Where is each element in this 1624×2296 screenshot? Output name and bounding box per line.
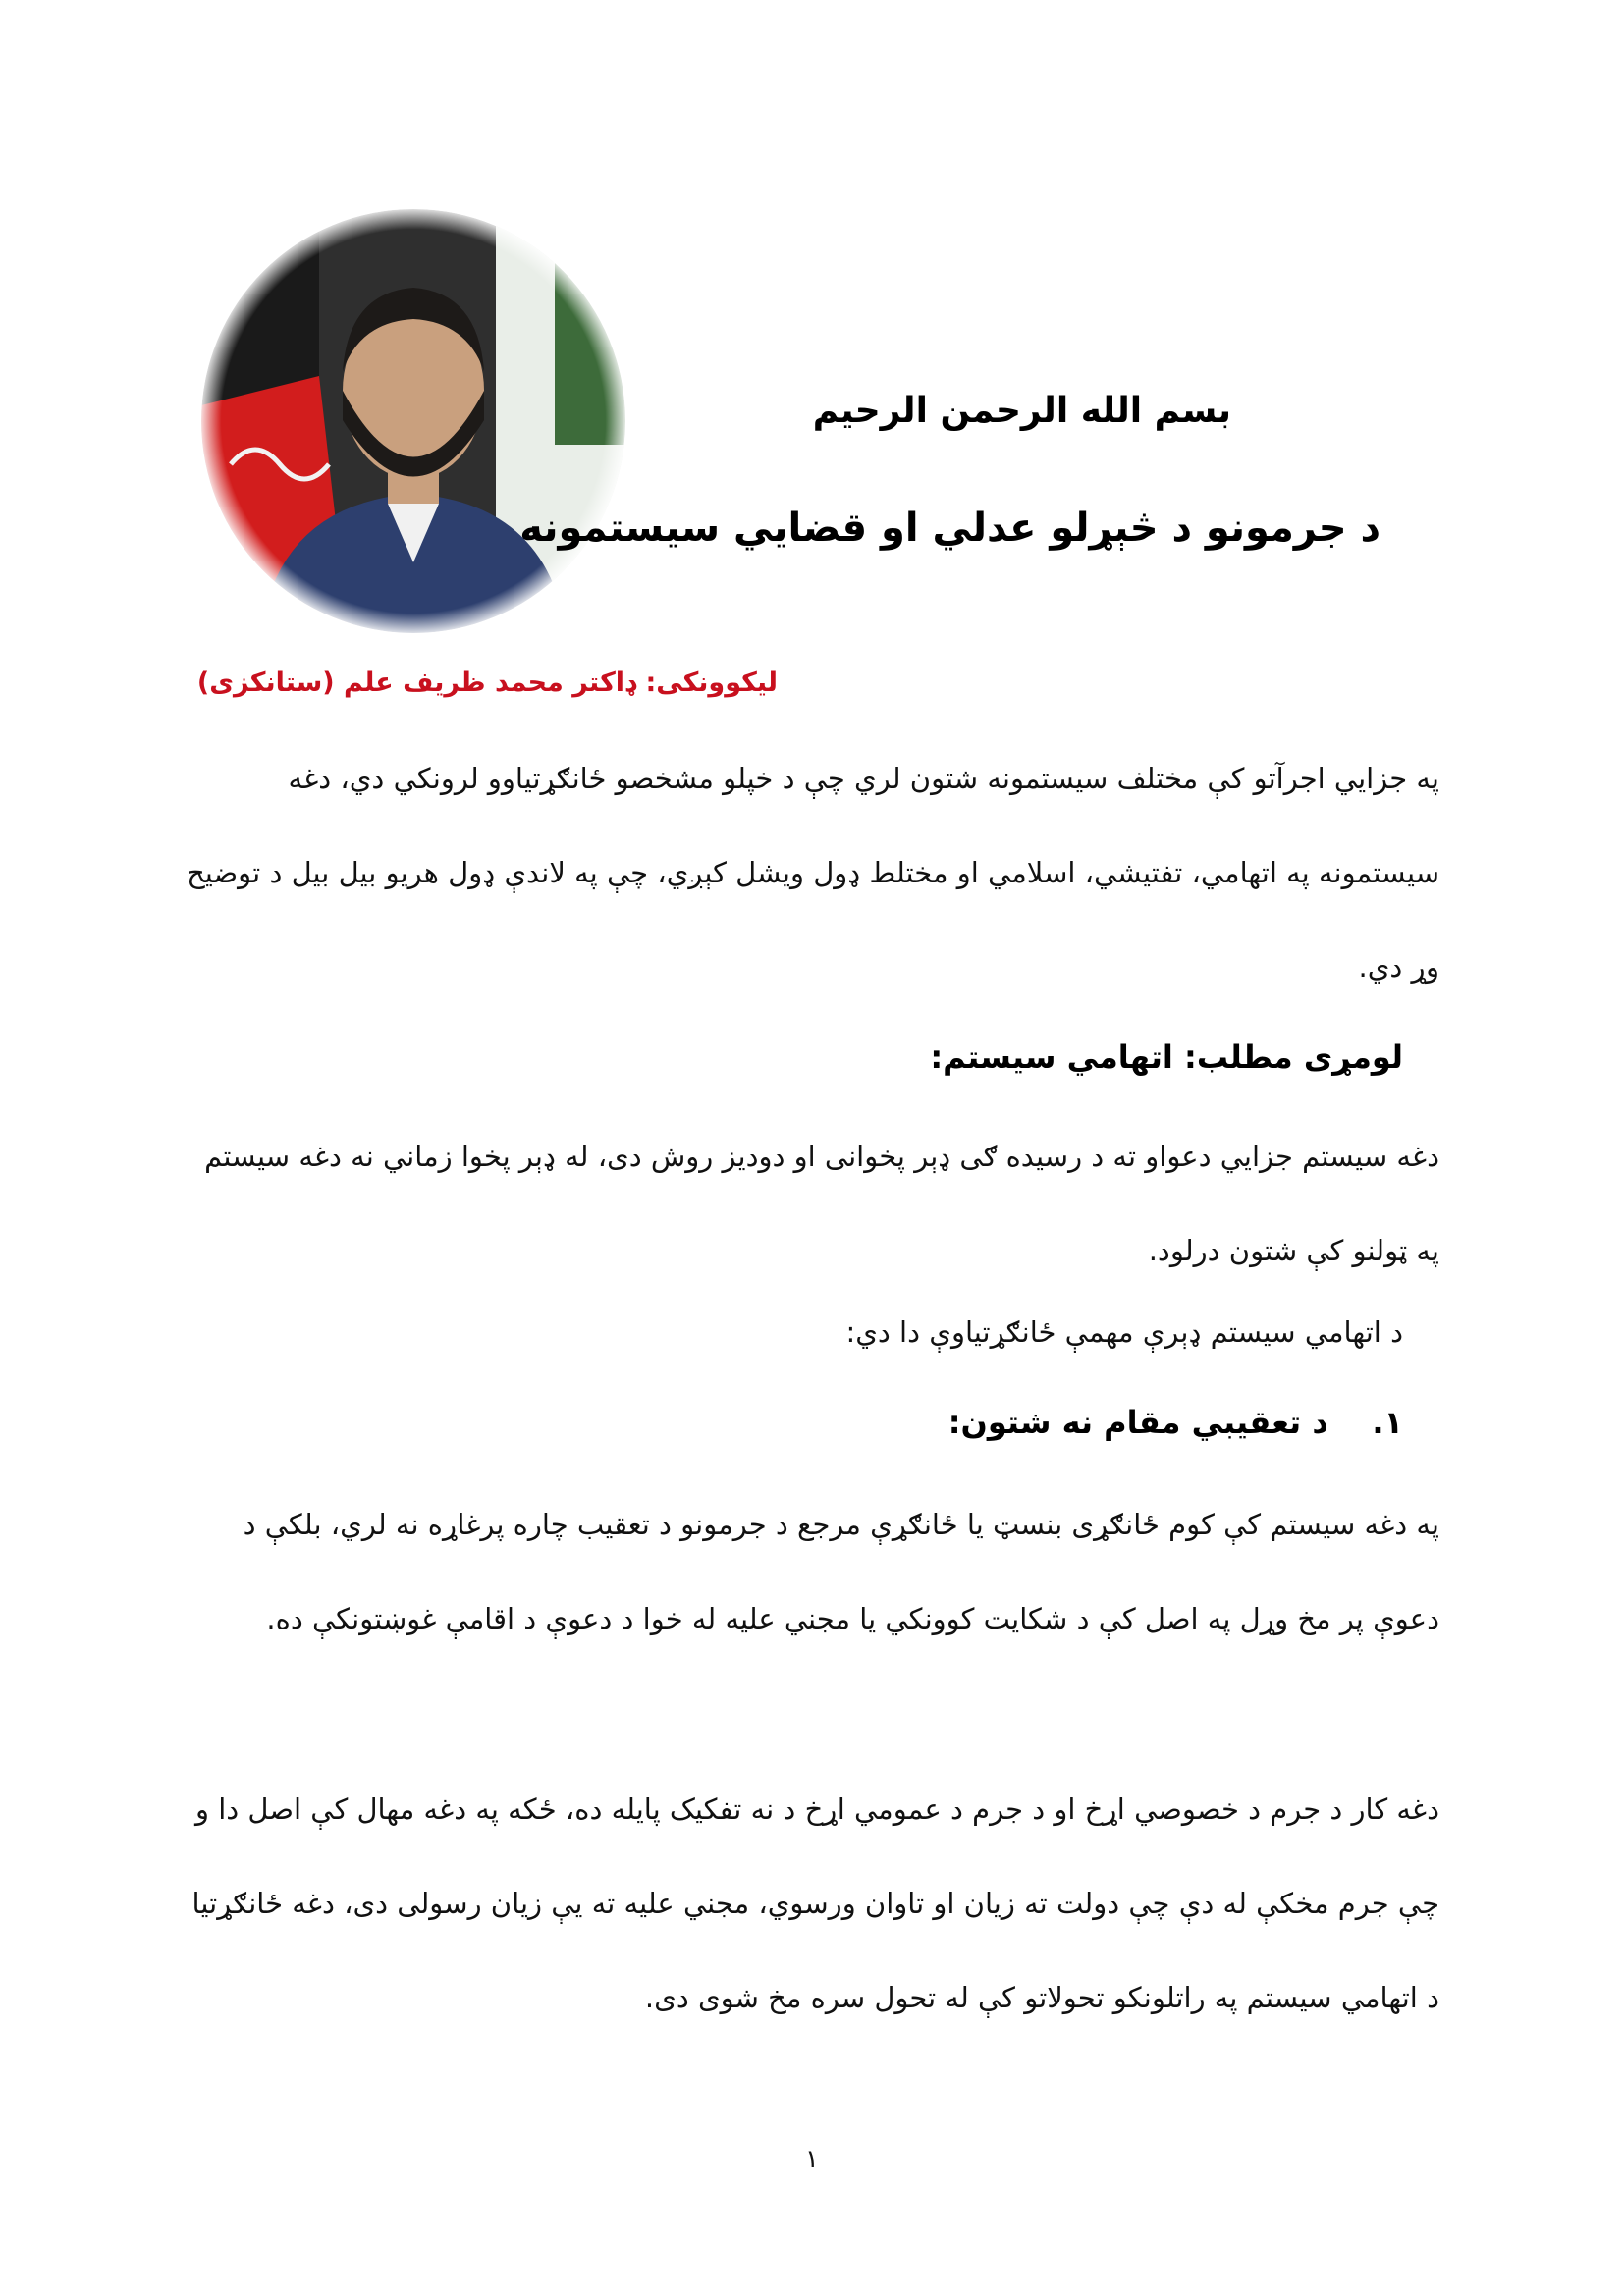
section-paragraph: دغه سیستم جزايي دعواو ته د رسیده ګی ډېر پخوانی او دودیز روش دی، له ډېر پخوا زماني نه دغه سیستم په ټولنو کې شتون درلود. bbox=[204, 1140, 1439, 1267]
item-heading: د تعقیبي مقام نه شتون: bbox=[947, 1404, 1328, 1441]
features-intro: د اتهامي سیستم ډېرې مهمې ځانګړتیاوې دا دي: bbox=[845, 1315, 1403, 1349]
intro-paragraph: په جزايي اجرآتو کې مختلف سیستمونه شتون لري چې د خپلو مشخصو ځانګړتیاوو لرونکي دي، دغه سیستمونه په اتهامي، تفتیشي، اسلامي او مختلط ډول ویشل کېږي، چې په لاندې ډول هریو بیل بیل د توضیح وړ دي. bbox=[187, 762, 1439, 984]
numbered-item bbox=[519, 1404, 1403, 1441]
body-paragraph-3: دغه کار د جرم د خصوصي اړخ او د جرم د عمومي اړخ د نه تفکیک پایله ده، ځکه په دغه مهال کې اصل دا و چې جرم مخکې له دې چې دولت ته زیان او تاوان ورسوي، مجني علیه ته یې زیان رسولی دی، دغه ځانګړتیا د اتهامي سیستم په راتلونکو تحولاتو کې له تحول سره مخ شوی دی. bbox=[191, 1792, 1439, 2014]
author-line: لیکوونکی: ډاکتر محمد ظریف علم (ستانکزی) bbox=[196, 667, 778, 698]
body-paragraph-2: په دغه سیستم کې کوم ځانګړی بنسټ یا ځانګړې مرجع د جرمونو د تعقیب چاره پرغاړه نه لري، بلکې د دعوې پر مخ وړل په اصل کې د شکایت کوونکي یا مجني علیه له خوا د دعوې د اقامې غوښتونکې ده. bbox=[243, 1508, 1439, 1635]
page-number: ١ bbox=[805, 2145, 819, 2174]
item-number: ۱. bbox=[1372, 1404, 1403, 1441]
document-title: د جرمونو د څېړلو عدلي او قضايي سیستمونه bbox=[519, 506, 1380, 551]
bismillah-heading: بسم الله الرحمن الرحيم bbox=[812, 391, 1231, 431]
section-heading: لومړی مطلب: اتهامي سیستم: bbox=[930, 1039, 1403, 1076]
